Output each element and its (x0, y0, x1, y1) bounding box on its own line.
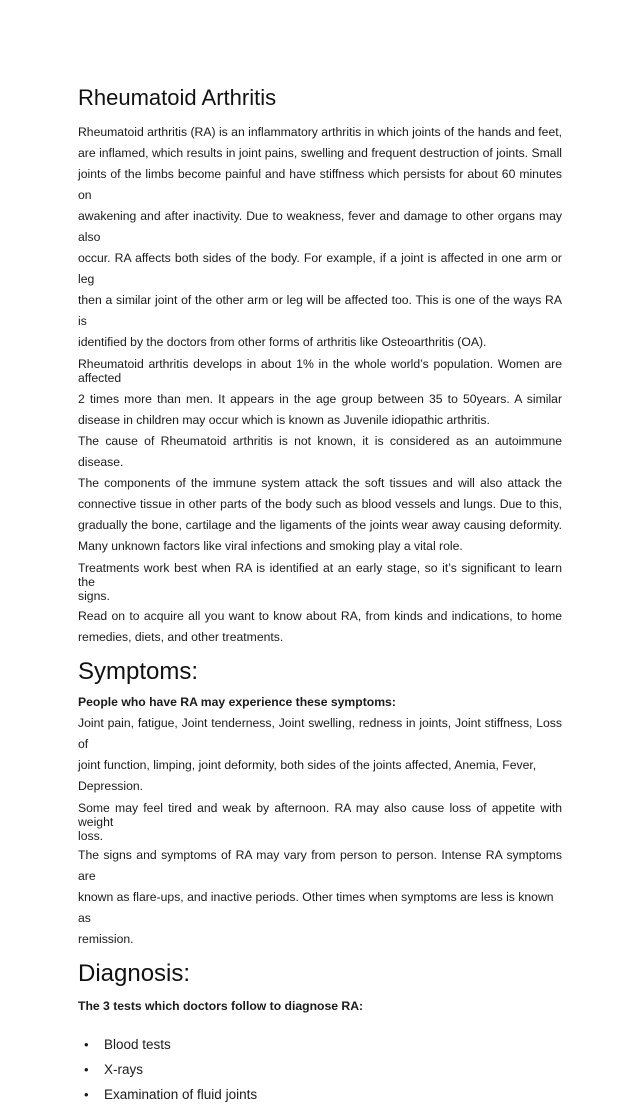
paragraph-line: affected (78, 371, 122, 385)
diagnosis-test-list (78, 1032, 562, 1107)
paragraph-line: identified by the doctors from other forms of arthritis like Osteoarthritis (OA). (78, 335, 487, 349)
paragraph-line: Depression. (78, 779, 144, 793)
paragraph-line: signs. (78, 589, 110, 603)
paragraph-line: joints of the limbs become painful and have stiffness which persists for about 60 minutes on (78, 167, 562, 202)
list-item: • X-rays (78, 1057, 562, 1082)
paragraph-line: The cause of Rheumatoid arthritis is not known, it is considered as an autoimmune disease. (78, 434, 562, 469)
paragraph-line: Many unknown factors like viral infections and smoking play a vital role. (78, 539, 463, 553)
paragraph-line: then a similar joint of the other arm or leg will be affected too. This is one of the ways RA is (78, 293, 562, 328)
paragraph-line: are inflamed, which results in joint pains, swelling and frequent destruction of joints. Small (78, 146, 562, 160)
paragraph-line: Treatments work best when RA is identified at an early stage, so it’s significant to learn the (78, 561, 562, 589)
paragraph-line: remedies, diets, and other treatments. (78, 630, 284, 644)
paragraph-line: occur. RA affects both sides of the body. For example, if a joint is affected in one arm or leg (78, 251, 562, 286)
intro-paragraph (78, 122, 562, 353)
paragraph-line: Read on to acquire all you want to know about RA, from kinds and indications, to home (78, 609, 562, 623)
readon-paragraph (78, 606, 562, 648)
paragraph-line: awakening and after inactivity. Due to weakness, fever and damage to other organs may also (78, 209, 562, 244)
paragraph-line: joint function, limping, joint deformity, both sides of the joints affected, Anemia, Fever, (78, 758, 537, 772)
prevalence-paragraph (78, 357, 562, 385)
paragraph-line: loss. (78, 829, 104, 843)
list-item: • Examination of fluid joints (78, 1082, 562, 1107)
paragraph-line: remission. (78, 932, 134, 946)
symptoms-list-paragraph (78, 713, 562, 797)
paragraph-line: connective tissue in other parts of the body such as blood vessels and lungs. Due to this, (78, 497, 562, 511)
symptoms-subheading: People who have RA may experience these symptoms: (78, 695, 396, 709)
age-paragraph (78, 389, 562, 431)
treatment-paragraph (78, 561, 562, 603)
page-title: Rheumatoid Arthritis (78, 85, 277, 110)
signs-paragraph (78, 845, 562, 950)
paragraph-line: Rheumatoid arthritis develops in about 1% in the whole world’s population. Women are (78, 357, 562, 371)
paragraph-line: Some may feel tired and weak by afternoon. RA may also cause loss of appetite with weight (78, 801, 562, 829)
paragraph-line: Rheumatoid arthritis (RA) is an inflammatory arthritis in which joints of the hands and feet, (78, 125, 562, 139)
paragraph-line: 2 times more than men. It appears in the age group between 35 to 50years. A similar (78, 392, 562, 406)
document-body (78, 83, 562, 1107)
paragraph-line: The signs and symptoms of RA may vary from person to person. Intense RA symptoms are (78, 848, 562, 883)
list-item: • Blood tests (78, 1032, 562, 1057)
diagnosis-heading: Diagnosis: (78, 960, 191, 987)
cause-paragraph (78, 431, 562, 557)
paragraph-line: Joint pain, fatigue, Joint tenderness, Joint swelling, redness in joints, Joint stiffness, Loss of (78, 716, 562, 751)
tired-paragraph (78, 801, 562, 843)
paragraph-line: gradually the bone, cartilage and the ligaments of the joints wear away causing deformity. (78, 518, 562, 532)
paragraph-line: disease in children may occur which is known as Juvenile idiopathic arthritis. (78, 413, 490, 427)
paragraph-line: The components of the immune system attack the soft tissues and will also attack the (78, 476, 562, 490)
symptoms-heading: Symptoms: (78, 658, 199, 685)
diagnosis-subheading: The 3 tests which doctors follow to diagnose RA: (78, 999, 364, 1013)
paragraph-line: known as flare-ups, and inactive periods. Other times when symptoms are less is known as (78, 890, 554, 925)
